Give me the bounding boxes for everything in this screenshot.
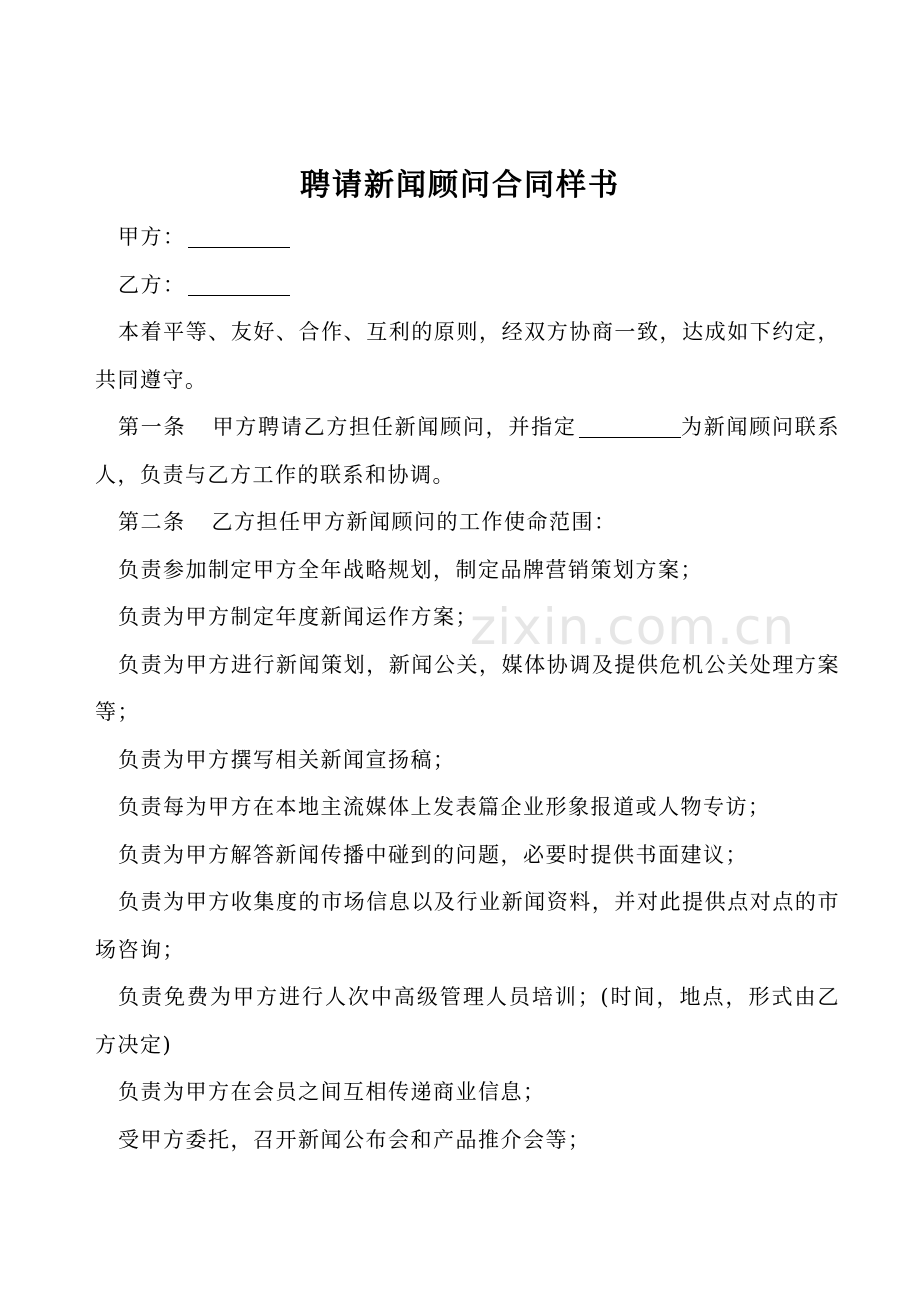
contact-person-blank	[579, 417, 681, 438]
article-2-text: 乙方担任甲方新闻顾问的工作使命范围：	[211, 510, 617, 534]
article-1-heading: 第一条	[118, 415, 187, 439]
list-item: 负责每为甲方在本地主流媒体上发表篇企业形象报道或人物专访；	[118, 795, 771, 819]
document-title: 聘请新闻顾问合同样书	[300, 168, 620, 203]
article-1-text-before: 甲方聘请乙方担任新闻顾问，并指定	[212, 415, 577, 439]
list-item: 负责为甲方制定年度新闻运作方案；	[118, 605, 478, 629]
list-item: 受甲方委托，召开新闻公布会和产品推介会等；	[118, 1127, 591, 1152]
list-item: 负责免费为甲方进行人次中高级管理人员培训；(时间，地点，形式由乙方决定)	[95, 985, 840, 1057]
party-b-blank	[188, 275, 290, 296]
list-item: 负责为甲方撰写相关新闻宣扬稿；	[118, 747, 456, 772]
party-b-label: 乙方：	[118, 272, 186, 297]
party-a-line	[95, 214, 840, 262]
party-a-label: 甲方：	[118, 225, 186, 249]
document-body	[95, 214, 840, 1164]
list-item: 负责为甲方收集度的市场信息以及行业新闻资料，并对此提供点对点的市场咨询；	[95, 890, 840, 962]
list-item: 负责为甲方进行新闻策划，新闻公关，媒体协调及提供危机公关处理方案等；	[95, 652, 840, 724]
article-1	[95, 404, 840, 499]
watermark: zixin.com.cn	[470, 598, 796, 656]
article-1-text-after: 为新闻顾问联系人，负责与乙方工作的联系和协调。	[95, 415, 841, 487]
list-item: 负责参加制定甲方全年战略规划，制定品牌营销策划方案；	[118, 557, 703, 582]
party-a-blank	[188, 227, 290, 248]
article-2-heading: 第二条	[118, 510, 186, 534]
party-b-line	[95, 262, 840, 310]
intro-paragraph: 本着平等、友好、合作、互利的原则，经双方协商一致，达成如下约定，共同遵守。	[95, 320, 840, 392]
list-item: 负责为甲方在会员之间互相传递商业信息；	[118, 1080, 546, 1104]
list-item: 负责为甲方解答新闻传播中碰到的问题，必要时提供书面建议；	[118, 842, 748, 867]
article-2	[95, 499, 840, 547]
